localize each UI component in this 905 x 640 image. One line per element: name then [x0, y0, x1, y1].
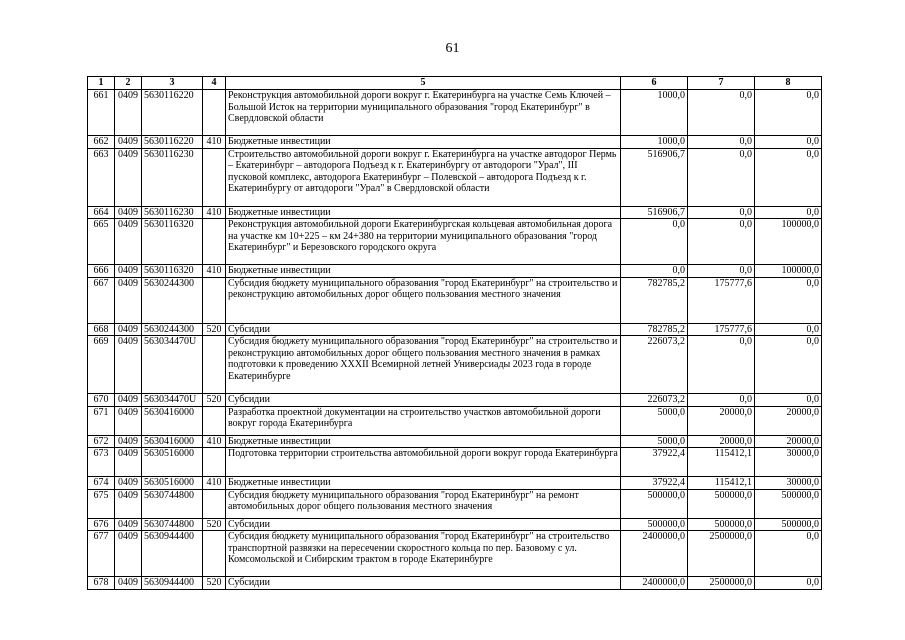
row-number: 665	[88, 219, 115, 265]
section-code: 0409	[115, 148, 142, 206]
target-article-code: 5630116320	[142, 219, 203, 265]
expense-kind	[203, 336, 226, 394]
expense-kind	[203, 406, 226, 435]
table-row	[88, 448, 822, 477]
value-col-8: 0,0	[755, 531, 822, 577]
target-article-code: 5630416000	[142, 406, 203, 435]
value-col-7: 20000,0	[688, 435, 755, 448]
item-name: Строительство автомобильной дороги вокруг г. Екатеринбурга на участке автодорог Пермь – Екатеринбург – автодорога Подъезд к г. Екатеринбургу от автодороги "Урал", III пусковой комплекс, автодорога Екатеринбург – Полевской – автодорога Подъезд к г. Екатеринбургу от автодороги "Урал" в Свердловской области	[226, 148, 621, 206]
item-name: Субсидия бюджету муниципального образования "город Екатеринбург" на строительство транспортной развязки на пересечении скоростного кольца по пер. Базовому с ул. Комсомольской и Сибирским трактом в городе Екатеринбурге	[226, 531, 621, 577]
value-col-7: 115412,1	[688, 477, 755, 490]
table-row	[88, 394, 822, 407]
value-col-8: 0,0	[755, 394, 822, 407]
item-name: Субсидия бюджету муниципального образования "город Екатеринбург" на строительство и реконструкцию автомобильных дорог общего пользования местного значения	[226, 277, 621, 323]
item-name: Реконструкция автомобильной дороги вокруг г. Екатеринбурга на участке Семь Ключей – Большой Исток на территории муниципального образования "город Екатеринбург" в Свердловской области	[226, 90, 621, 136]
value-col-7: 20000,0	[688, 406, 755, 435]
value-col-6: 37922,4	[621, 448, 688, 477]
table-row	[88, 531, 822, 577]
target-article-code: 563034470U	[142, 394, 203, 407]
target-article-code: 5630116230	[142, 148, 203, 206]
table-row	[88, 406, 822, 435]
expense-kind	[203, 531, 226, 577]
table-body	[88, 90, 822, 590]
value-col-6: 500000,0	[621, 518, 688, 531]
table-row	[88, 136, 822, 149]
value-col-8: 0,0	[755, 336, 822, 394]
budget-table	[87, 76, 822, 590]
row-number: 675	[88, 489, 115, 518]
item-name: Субсидия бюджету муниципального образования "город Екатеринбург" на строительство и реконструкцию автомобильных дорог общего пользования местного значения в рамках подготовки к проведению XXXII Всемирной летней Универсиады 2023 года в городе Екатеринбурге	[226, 336, 621, 394]
table-row	[88, 518, 822, 531]
column-header: 8	[755, 77, 822, 90]
table-row	[88, 577, 822, 590]
target-article-code: 5630744800	[142, 489, 203, 518]
expense-kind	[203, 277, 226, 323]
target-article-code: 5630744800	[142, 518, 203, 531]
expense-kind	[203, 148, 226, 206]
value-col-8: 20000,0	[755, 435, 822, 448]
item-name: Бюджетные инвестиции	[226, 206, 621, 219]
target-article-code: 5630516000	[142, 448, 203, 477]
table-row	[88, 489, 822, 518]
expense-kind: 520	[203, 518, 226, 531]
value-col-7: 0,0	[688, 148, 755, 206]
table-row	[88, 265, 822, 278]
row-number: 666	[88, 265, 115, 278]
section-code: 0409	[115, 531, 142, 577]
section-code: 0409	[115, 336, 142, 394]
value-col-7: 175777,6	[688, 323, 755, 336]
row-number: 669	[88, 336, 115, 394]
value-col-6: 1000,0	[621, 90, 688, 136]
target-article-code: 563034470U	[142, 336, 203, 394]
column-header: 5	[226, 77, 621, 90]
value-col-7: 0,0	[688, 265, 755, 278]
expense-kind: 410	[203, 136, 226, 149]
value-col-8: 0,0	[755, 323, 822, 336]
value-col-7: 500000,0	[688, 489, 755, 518]
column-header: 4	[203, 77, 226, 90]
section-code: 0409	[115, 323, 142, 336]
row-number: 673	[88, 448, 115, 477]
expense-kind: 520	[203, 323, 226, 336]
item-name: Бюджетные инвестиции	[226, 477, 621, 490]
row-number: 662	[88, 136, 115, 149]
expense-kind: 520	[203, 394, 226, 407]
row-number: 663	[88, 148, 115, 206]
row-number: 667	[88, 277, 115, 323]
expense-kind: 410	[203, 206, 226, 219]
target-article-code: 5630416000	[142, 435, 203, 448]
value-col-8: 100000,0	[755, 219, 822, 265]
value-col-6: 782785,2	[621, 323, 688, 336]
column-header: 6	[621, 77, 688, 90]
row-number: 661	[88, 90, 115, 136]
column-header: 1	[88, 77, 115, 90]
value-col-8: 0,0	[755, 206, 822, 219]
value-col-6: 2400000,0	[621, 531, 688, 577]
expense-kind: 410	[203, 435, 226, 448]
item-name: Субсидии	[226, 577, 621, 590]
value-col-7: 175777,6	[688, 277, 755, 323]
row-number: 670	[88, 394, 115, 407]
value-col-7: 500000,0	[688, 518, 755, 531]
table-header-row	[88, 77, 822, 90]
item-name: Подготовка территории строительства автомобильной дороги вокруг города Екатеринбурга	[226, 448, 621, 477]
column-header: 3	[142, 77, 203, 90]
target-article-code: 5630244300	[142, 277, 203, 323]
value-col-8: 30000,0	[755, 477, 822, 490]
value-col-6: 37922,4	[621, 477, 688, 490]
row-number: 676	[88, 518, 115, 531]
target-article-code: 5630116320	[142, 265, 203, 278]
section-code: 0409	[115, 277, 142, 323]
section-code: 0409	[115, 577, 142, 590]
row-number: 671	[88, 406, 115, 435]
value-col-6: 5000,0	[621, 406, 688, 435]
section-code: 0409	[115, 206, 142, 219]
value-col-8: 0,0	[755, 90, 822, 136]
target-article-code: 5630116220	[142, 136, 203, 149]
table-row	[88, 477, 822, 490]
value-col-7: 0,0	[688, 136, 755, 149]
item-name: Субсидии	[226, 394, 621, 407]
item-name: Реконструкция автомобильной дороги Екатеринбургская кольцевая автомобильная дорога на участке км 10+225 – км 24+380 на территории муниципального образования "город Екатеринбург" и Березовского городского округа	[226, 219, 621, 265]
table-row	[88, 148, 822, 206]
table-row	[88, 277, 822, 323]
row-number: 678	[88, 577, 115, 590]
expense-kind	[203, 219, 226, 265]
value-col-6: 1000,0	[621, 136, 688, 149]
target-article-code: 5630116220	[142, 90, 203, 136]
section-code: 0409	[115, 394, 142, 407]
section-code: 0409	[115, 265, 142, 278]
value-col-7: 0,0	[688, 336, 755, 394]
expense-kind: 520	[203, 577, 226, 590]
target-article-code: 5630516000	[142, 477, 203, 490]
value-col-7: 2500000,0	[688, 577, 755, 590]
target-article-code: 5630944400	[142, 577, 203, 590]
row-number: 674	[88, 477, 115, 490]
section-code: 0409	[115, 435, 142, 448]
item-name: Субсидии	[226, 518, 621, 531]
target-article-code: 5630116230	[142, 206, 203, 219]
item-name: Субсидии	[226, 323, 621, 336]
value-col-6: 516906,7	[621, 206, 688, 219]
expense-kind: 410	[203, 477, 226, 490]
table-row	[88, 323, 822, 336]
value-col-6: 0,0	[621, 219, 688, 265]
expense-kind	[203, 448, 226, 477]
value-col-7: 0,0	[688, 90, 755, 136]
table-row	[88, 435, 822, 448]
value-col-8: 0,0	[755, 136, 822, 149]
section-code: 0409	[115, 477, 142, 490]
value-col-8: 0,0	[755, 277, 822, 323]
value-col-7: 0,0	[688, 394, 755, 407]
section-code: 0409	[115, 90, 142, 136]
value-col-7: 2500000,0	[688, 531, 755, 577]
target-article-code: 5630244300	[142, 323, 203, 336]
value-col-6: 5000,0	[621, 435, 688, 448]
item-name: Бюджетные инвестиции	[226, 136, 621, 149]
row-number: 664	[88, 206, 115, 219]
section-code: 0409	[115, 219, 142, 265]
column-header: 7	[688, 77, 755, 90]
value-col-8: 0,0	[755, 148, 822, 206]
value-col-6: 226073,2	[621, 336, 688, 394]
value-col-8: 100000,0	[755, 265, 822, 278]
table-row	[88, 90, 822, 136]
row-number: 668	[88, 323, 115, 336]
section-code: 0409	[115, 406, 142, 435]
value-col-7: 0,0	[688, 206, 755, 219]
expense-kind: 410	[203, 265, 226, 278]
row-number: 677	[88, 531, 115, 577]
value-col-6: 2400000,0	[621, 577, 688, 590]
column-header: 2	[115, 77, 142, 90]
section-code: 0409	[115, 448, 142, 477]
row-number: 672	[88, 435, 115, 448]
value-col-8: 30000,0	[755, 448, 822, 477]
value-col-7: 0,0	[688, 219, 755, 265]
section-code: 0409	[115, 518, 142, 531]
expense-kind	[203, 90, 226, 136]
value-col-6: 516906,7	[621, 148, 688, 206]
item-name: Субсидия бюджету муниципального образования "город Екатеринбург" на ремонт автомобильных дорог общего пользования местного значения	[226, 489, 621, 518]
expense-kind	[203, 489, 226, 518]
section-code: 0409	[115, 136, 142, 149]
value-col-7: 115412,1	[688, 448, 755, 477]
section-code: 0409	[115, 489, 142, 518]
value-col-6: 226073,2	[621, 394, 688, 407]
value-col-6: 500000,0	[621, 489, 688, 518]
value-col-8: 500000,0	[755, 489, 822, 518]
item-name: Бюджетные инвестиции	[226, 435, 621, 448]
page-number: 61	[445, 41, 460, 56]
item-name: Бюджетные инвестиции	[226, 265, 621, 278]
value-col-8: 0,0	[755, 577, 822, 590]
item-name: Разработка проектной документации на строительство участков автомобильной дороги вокруг города Екатеринбурга	[226, 406, 621, 435]
table-row	[88, 206, 822, 219]
table-row	[88, 219, 822, 265]
value-col-6: 782785,2	[621, 277, 688, 323]
table-row	[88, 336, 822, 394]
value-col-6: 0,0	[621, 265, 688, 278]
target-article-code: 5630944400	[142, 531, 203, 577]
value-col-8: 500000,0	[755, 518, 822, 531]
value-col-8: 20000,0	[755, 406, 822, 435]
